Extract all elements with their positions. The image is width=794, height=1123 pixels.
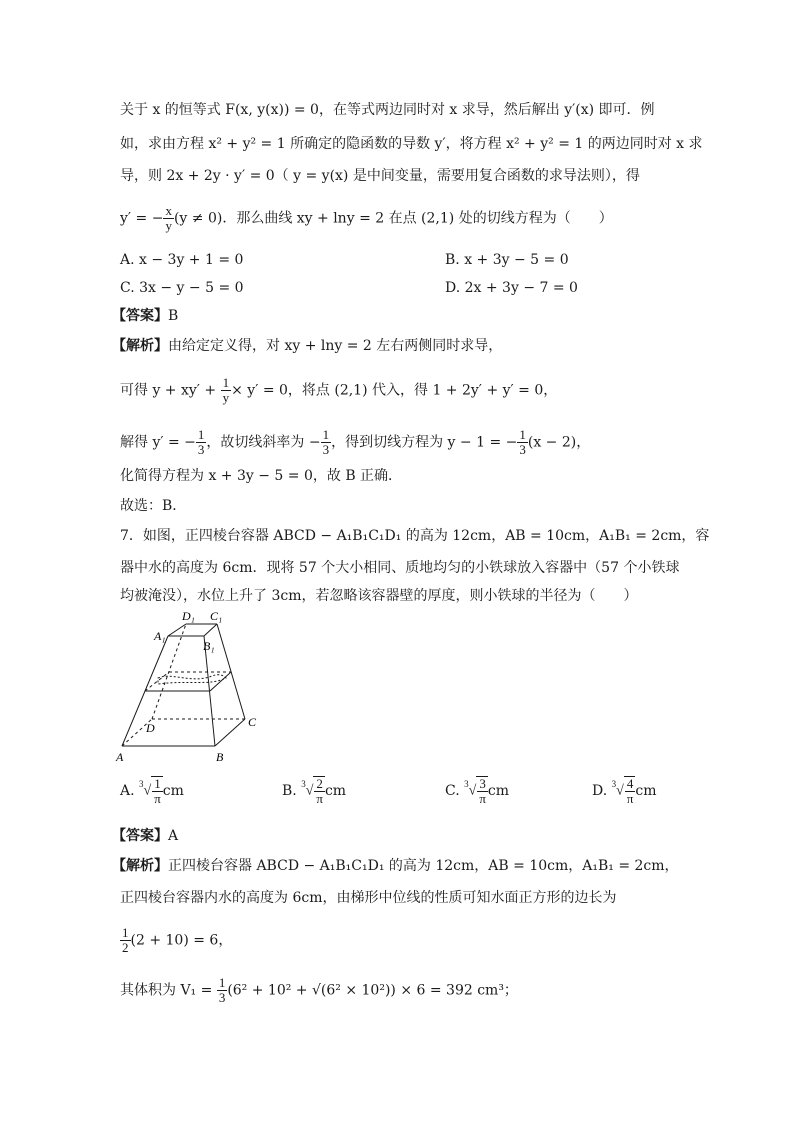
root-index: 3 xyxy=(301,779,306,789)
label-a1: A₁ xyxy=(154,629,166,643)
analysis-text: 由给定定义得，对 xy + lny = 2 左右两侧同时求导， xyxy=(168,338,503,354)
option-letter: D. xyxy=(592,783,608,799)
analysis-text: ，得到切线方程为 y − 1 = − xyxy=(331,434,518,451)
analysis-text: (2 + 10) = 6， xyxy=(130,932,233,949)
analysis-label: 【解析】 xyxy=(112,858,168,874)
option-letter: B. xyxy=(282,783,297,799)
fraction-denominator: y xyxy=(165,218,172,233)
fraction-denominator: y xyxy=(222,390,230,405)
answer-label: 【答案】 xyxy=(112,308,168,324)
fraction-denominator: π xyxy=(316,791,323,806)
analysis-text: 正四棱台容器 ABCD − A₁B₁C₁D₁ 的高为 12cm，AB = 10cm，A₁B₁ = 2cm， xyxy=(168,858,679,874)
q6-option-c: C. 3x − y − 5 = 0 xyxy=(120,280,244,296)
cube-root-icon: $^3$√ $\frac{4}{\pi}$ xyxy=(611,776,634,806)
q7-analysis-line-3 xyxy=(120,926,232,955)
edge-b-c xyxy=(215,719,245,746)
fraction-1-over-2 xyxy=(120,926,131,955)
fraction-denominator: 2 xyxy=(122,940,129,955)
q7-analysis-line-2: 正四棱台容器内水的高度为 6cm，由梯形中位线的性质可知水面正方形的边长为 xyxy=(120,890,617,906)
fraction-denominator: 3 xyxy=(519,442,526,457)
label-d: D xyxy=(146,721,155,735)
option-letter: C. xyxy=(445,783,460,799)
intro-line-4 xyxy=(120,204,613,233)
fraction-1-over-y xyxy=(221,376,232,405)
answer-value: B xyxy=(168,308,179,324)
edge-b1-c1 xyxy=(204,624,217,636)
q6-analysis-line-5: 故选：B． xyxy=(120,498,187,514)
q7-stem-line-3: 均被淹没），水位上升了 3cm，若忽略该容器壁的厚度，则小铁球的半径为（ ） xyxy=(120,588,638,604)
q6-analysis-line-2 xyxy=(120,376,557,405)
intro-line-4-prefix: y′ = − xyxy=(120,210,164,227)
q6-analysis-line-3 xyxy=(120,428,590,457)
analysis-label: 【解析】 xyxy=(112,338,168,354)
fraction-numerator: 4 xyxy=(625,777,636,792)
label-c: C xyxy=(248,715,257,729)
fraction-denominator: 3 xyxy=(322,442,330,457)
q7-answer xyxy=(112,826,178,846)
analysis-text: × y′ = 0，将点 (2,1) 代入，得 1 + 2y′ + y′ = 0， xyxy=(231,382,558,399)
answer-label: 【答案】 xyxy=(112,828,168,844)
answer-value: A xyxy=(168,828,179,844)
q7-option-a xyxy=(120,776,184,806)
option-unit: cm xyxy=(324,783,347,799)
cube-root-icon: $^3$√ $\frac{1}{\pi}$ xyxy=(139,776,161,806)
fraction-numerator: 1 xyxy=(222,375,230,390)
q7-option-c xyxy=(445,776,509,806)
label-b: B xyxy=(216,750,224,764)
fraction-x-over-y xyxy=(163,204,174,233)
fraction-denominator: π xyxy=(479,791,486,806)
intro-line-4-suffix: (y ≠ 0)．那么曲线 xy + lny = 2 在点 (2,1) 处的切线方程为（ ） xyxy=(173,210,613,227)
analysis-text: (6² + 10² + √(6² × 10²)) × 6 = 392 cm³； xyxy=(227,982,518,999)
fraction-numerator: 1 xyxy=(197,427,205,442)
analysis-text: ，故切线斜率为 − xyxy=(206,434,321,451)
fraction-numerator: 1 xyxy=(218,975,226,990)
q6-answer xyxy=(112,306,178,326)
fraction-1-over-3 xyxy=(217,976,228,1005)
option-unit: cm xyxy=(162,783,184,799)
fraction-denominator: 3 xyxy=(197,442,205,457)
fraction-numerator: 1 xyxy=(122,925,129,940)
analysis-text: (x − 2)， xyxy=(527,434,591,451)
root-index: 3 xyxy=(611,779,617,789)
intro-line-1: 关于 x 的恒等式 F(x, y(x)) = 0，在等式两边同时对 x 求导，然后解出 y′(x) 即可．例 xyxy=(120,102,655,118)
fraction-denominator: π xyxy=(154,791,161,806)
fraction-1-over-3 xyxy=(196,428,207,457)
q7-option-d xyxy=(592,776,657,806)
label-a: A xyxy=(116,750,124,764)
root-index: 3 xyxy=(464,779,469,789)
fraction-numerator: 1 xyxy=(152,777,163,792)
q6-analysis-line-1 xyxy=(112,336,502,356)
label-c1: C₁ xyxy=(210,609,223,623)
fraction-numerator: 3 xyxy=(477,777,488,792)
q6-option-d: D. 2x + 3y − 7 = 0 xyxy=(445,280,578,296)
option-unit: cm xyxy=(635,783,657,799)
frustum-figure xyxy=(112,606,282,766)
label-d1: D₁ xyxy=(182,609,195,623)
analysis-text: 可得 y + xy′ + xyxy=(120,382,221,399)
option-letter: A. xyxy=(120,783,135,799)
fraction-denominator: π xyxy=(626,791,634,806)
water-right xyxy=(210,672,231,691)
fraction-denominator: 3 xyxy=(218,990,226,1005)
fraction-1-over-3 xyxy=(517,428,528,457)
q6-analysis-line-4: 化简得方程为 x + 3y − 5 = 0，故 B 正确． xyxy=(120,468,403,484)
fraction-numerator: 1 xyxy=(322,427,330,442)
q7-analysis-line-4 xyxy=(120,976,518,1005)
q7-stem-line-1: 7．如图，正四棱台容器 ABCD − A₁B₁C₁D₁ 的高为 12cm，AB = 10cm，A₁B₁ = 2cm，容 xyxy=(120,528,710,544)
q7-stem-line-2: 器中水的高度为 6cm．现将 57 个大小相同、质地均匀的小铁球放入容器中（57 个小铁球 xyxy=(120,560,680,576)
analysis-text: 其体积为 V₁ = xyxy=(120,982,217,999)
raised-water-surface xyxy=(158,675,226,684)
fraction-numerator: x xyxy=(165,203,172,218)
q6-option-b: B. x + 3y − 5 = 0 xyxy=(445,252,569,268)
q7-option-b xyxy=(282,776,346,806)
root-index: 3 xyxy=(139,779,144,789)
fraction-1-over-3 xyxy=(321,428,332,457)
analysis-text: 解得 y′ = − xyxy=(120,434,196,451)
cube-root-icon: $^3$√ $\frac{3}{\pi}$ xyxy=(464,776,486,806)
fraction-numerator: 1 xyxy=(519,427,526,442)
intro-line-2: 如，求由方程 x² + y² = 1 所确定的隐函数的导数 y′，将方程 x² + y² = 1 的两边同时对 x 求 xyxy=(120,136,703,152)
cube-root-icon: $^3$√ $\frac{2}{\pi}$ xyxy=(301,776,323,806)
q7-analysis-line-1 xyxy=(112,856,679,876)
q6-option-a: A. x − 3y + 1 = 0 xyxy=(120,252,244,268)
intro-line-3: 导，则 2x + 2y · y′ = 0（ y = y(x) 是中间变量，需要用复合函数的求导法则），得 xyxy=(120,168,640,184)
label-b1: B₁ xyxy=(203,639,215,653)
fraction-numerator: 2 xyxy=(314,777,325,792)
option-unit: cm xyxy=(487,783,510,799)
edge-a1-d1 xyxy=(168,624,186,636)
